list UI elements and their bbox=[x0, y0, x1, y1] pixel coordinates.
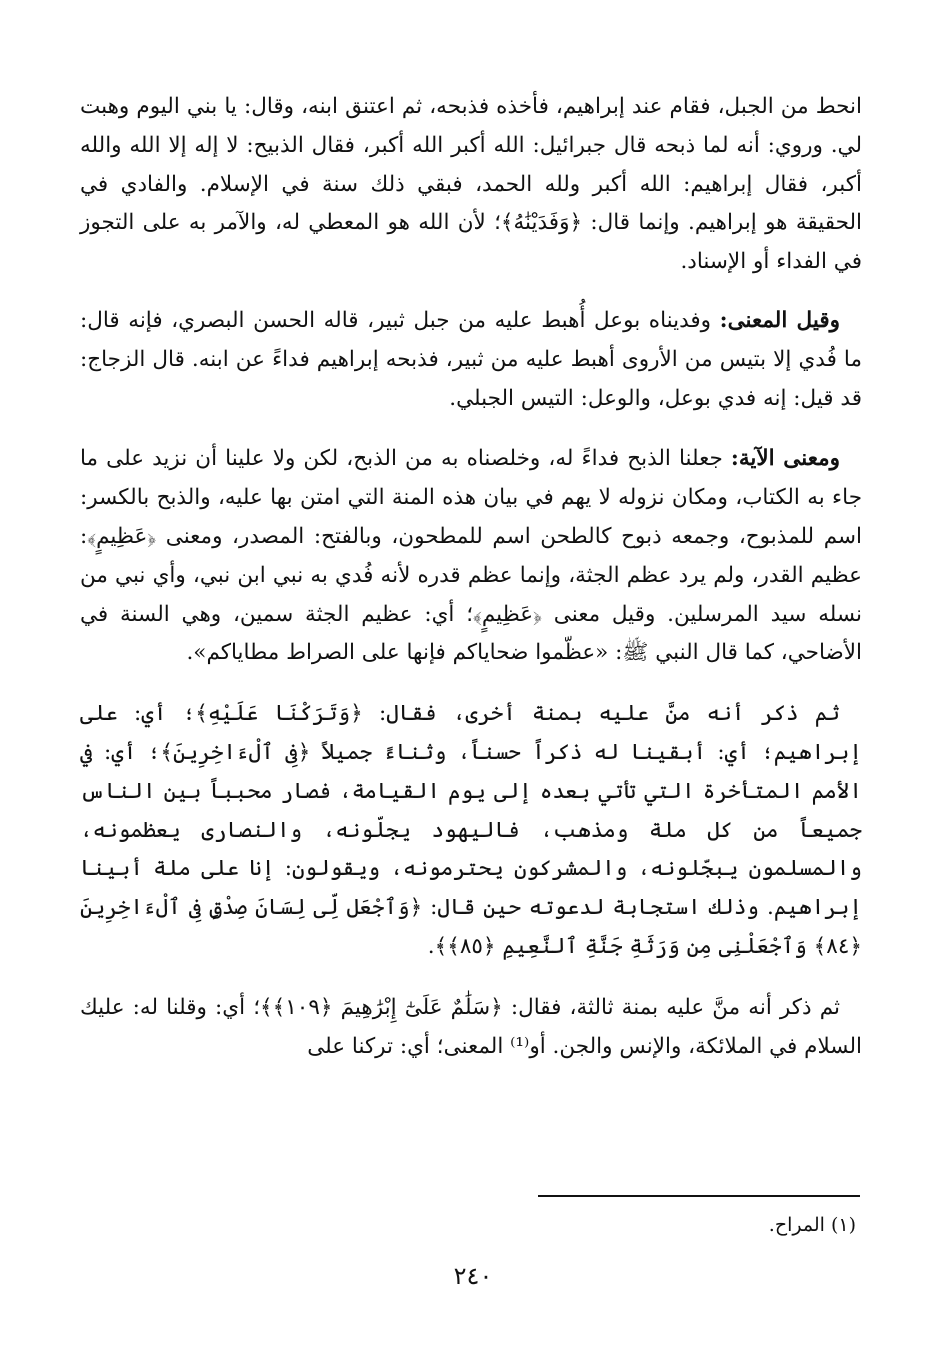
paragraph-5-text: ثم ذكر أنه منَّ عليه بمنة ثالثة، فقال: ﴿سَلَٰمٌ عَلَىٰٓ إِبْرَٰهِيمَ ﴿١٠٩﴾﴾؛ أي: وقلنا له: عليك السلام في الملائكة، والإنس والجن. أو⁽¹⁾ المعنى؛ أي: تركنا على bbox=[80, 994, 862, 1059]
paragraph-2-text: وفديناه بوعل أُهبط عليه من جبل ثبير، قاله الحسن البصري، فإنه قال: ما فُدي إلا بتيس من الأروى أهبط عليه من ثبير، فذبحه إبراهيم فداءً عن ابنه. قال الزجاج: قد قيل: إنه فدي بوعل، والوعل: التيس الجبلي. bbox=[80, 307, 862, 411]
paragraph-2 bbox=[80, 302, 862, 418]
paragraph-5 bbox=[80, 989, 862, 1067]
page-number: ٢٤٠ bbox=[453, 1262, 493, 1290]
paragraph-3-text: جعلنا الذبح فداءً له، وخلصناه به من الذبح، لكن ولا علينا أن نزيد على ما جاء به الكتاب، ومكان نزوله لا يهم في بيان هذه المنة التي امتن بها عليه، والذبح بالكسر: اسم للمذبوح، وجمعه ذبوح كالطحن اسم للمطحون، وبالفتح: المصدر، ومعنى ﴿عَظِيمٍ﴾: عظيم القدر، ولم يرد عظم الجثة، وإنما عظم قدره لأنه فُدي به نبي ابن نبي، وأي نبي من نسله سيد المرسلين. وقيل معنى ﴿عَظِيمٍ﴾؛ أي: عظيم الجثة سمين، وهي السنة في الأضاحي، كما قال النبي ﷺ: «عظّموا ضحاياكم فإنها على الصراط مطاياكم». bbox=[80, 446, 862, 666]
paragraph-2-lead: وقيل المعنى: bbox=[719, 307, 840, 333]
paragraph-3 bbox=[80, 440, 862, 673]
paragraph-4-text: ثم ذكر أنه منَّ عليه بمنة أخرى، فقال: ﴿وَتَرَكْنَا عَلَيْهِ﴾؛ أي: على إبراهيم؛ أي: أبقينا له ذكراً حسناً، وثناءً جميلاً ﴿فِى ٱلْءَاخِرِينَ﴾؛ أي: في الأمم المتأخرة التي تأتي بعده إلى يوم القيامة، فصار محبباً بين الناس جميعاً من كل ملة ومذهب، فاليهود يجلّونه، والنصارى يعظمونه، والمسلمون يبجّلونه، والمشركون يحترمونه، ويقولون: إنا على ملة أبينا إبراهيم. وذلك استجابة لدعوته حين قال: ﴿وَٱجْعَل لِّى لِسَانَ صِدْقٍ فِى ٱلْءَاخِرِينَ ﴿٨٤﴾ وَٱجْعَلْنِى مِن وَرَثَةِ جَنَّةِ ٱلنَّعِيمِ ﴿٨٥﴾﴾. bbox=[80, 701, 862, 959]
paragraph-1-text: انحط من الجبل، فقام عند إبراهيم، فأخذه فذبحه، ثم اعتنق ابنه، وقال: يا بني اليوم وهبت لي. وروي: أنه لما ذبحه قال جبرائيل: الله أكبر الله أكبر، فقال الذبيح: لا إله إلا الله والله أكبر، فقال إبراهيم: الله أكبر ولله الحمد، فبقي ذلك سنة في الإسلام. والفادي في الحقيقة هو إبراهيم. وإنما قال: ﴿وَفَدَيْنَٰهُ﴾؛ لأن الله هو المعطي له، والآمر به على التجوز في الفداء أو الإسناد. bbox=[80, 94, 862, 275]
paragraph-1 bbox=[80, 88, 862, 282]
footnote-divider bbox=[538, 1195, 860, 1197]
paragraph-3-lead: ومعنى الآية: bbox=[730, 446, 840, 472]
footnote: (١) المراح. bbox=[768, 1214, 856, 1236]
paragraph-4 bbox=[80, 695, 862, 967]
page-body bbox=[80, 88, 862, 1088]
